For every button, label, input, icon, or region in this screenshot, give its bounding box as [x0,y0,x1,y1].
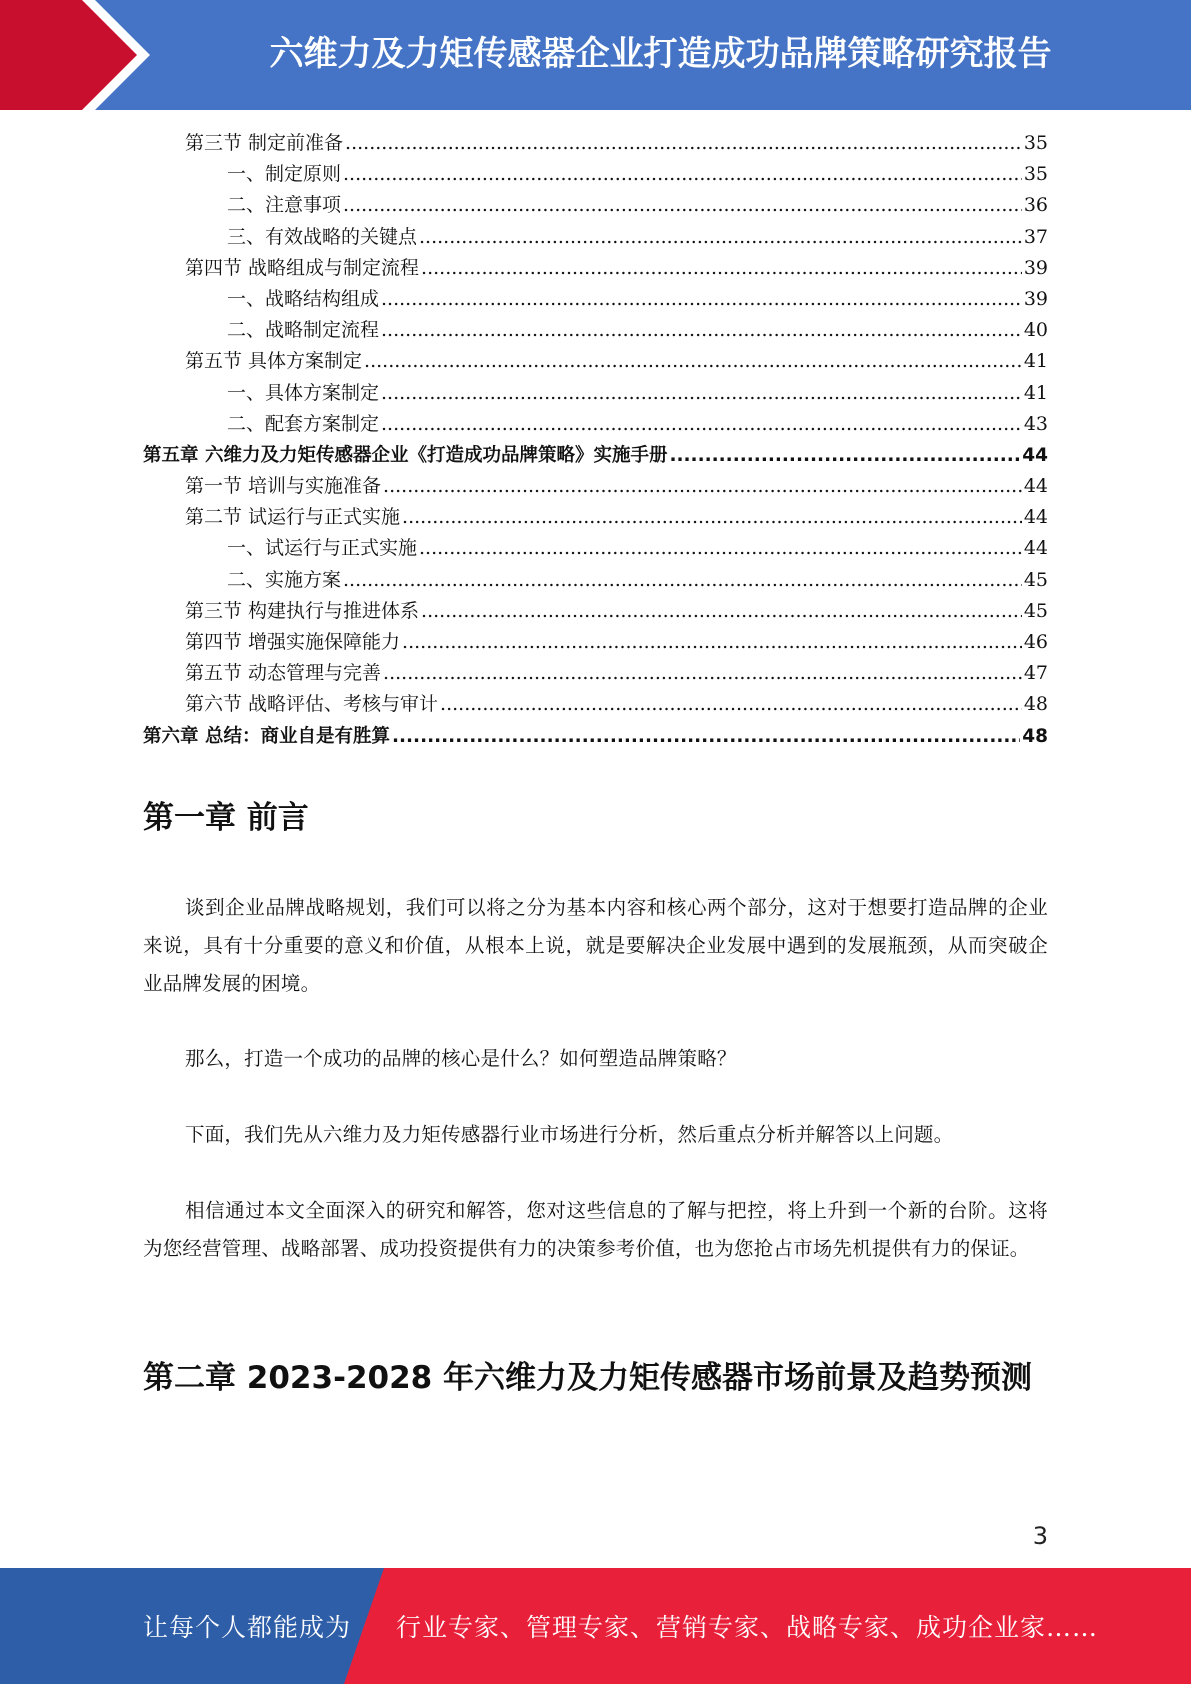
toc-entry[interactable] [143,658,1048,689]
toc-entry-label: 第四节 增强实施保障能力 [185,631,401,653]
body-paragraph: 那么，打造一个成功的品牌的核心是什么？如何塑造品牌策略？ [185,1047,737,1070]
toc-entry[interactable] [143,222,1048,253]
toc-entry[interactable] [143,378,1048,409]
toc-entry-page: 41 [1023,381,1048,404]
toc-dot-leader [343,159,1022,190]
footer-slogan-left: 让每个人都能成为 [143,1613,352,1642]
toc-entry[interactable] [143,128,1048,159]
toc-entry-page: 36 [1023,194,1048,217]
toc-entry-label: 第六节 战略评估、考核与审计 [185,693,439,716]
toc-entry[interactable] [143,315,1048,346]
body-paragraph: 谈到企业品牌战略规划，我们可以将之分为基本内容和核心两个部分，这对于想要打造品牌的企业来说，具有十分重要的意义和价值，从根本上说，就是要解决企业发展中遇到的发展瓶颈，从而突破企业品牌发展的困境。 [143,896,1048,995]
toc-entry-page: 41 [1023,350,1048,373]
toc-entry-label: 第四节 战略组成与制定流程 [185,256,420,279]
table-of-contents [143,128,1048,752]
toc-dot-leader [343,565,1022,596]
toc-dot-leader [402,502,1022,533]
toc-entry[interactable] [143,346,1048,377]
toc-entry-label: 第六章 总结：商业自是有胜算 [143,725,390,747]
toc-dot-leader [419,222,1022,253]
toc-entry-label: 一、战略结构组成 [227,287,380,310]
toc-dot-leader [669,440,1020,471]
body-paragraph: 相信通过本文全面深入的研究和解答，您对这些信息的了解与把控，将上升到一个新的台阶。这将为您经营管理、战略部署、成功投资提供有力的决策参考价值，也为您抢占市场先机提供有力的保证。 [143,1199,1048,1260]
toc-entry[interactable] [143,565,1048,596]
page-number: 3 [1032,1522,1048,1550]
toc-entry-page: 48 [1023,693,1048,716]
toc-entry-page: 39 [1023,256,1048,279]
toc-entry-page: 40 [1023,319,1048,342]
header-banner [0,0,1191,110]
header-arrow-decoration [0,0,160,110]
toc-entry-page: 45 [1023,599,1048,622]
toc-dot-leader [419,533,1022,564]
toc-dot-leader [343,190,1022,221]
toc-dot-leader [402,627,1022,658]
footer-slogan-right: 行业专家、管理专家、营销专家、战略专家、成功企业家…… [396,1613,1099,1642]
toc-entry[interactable] [143,533,1048,564]
toc-entry-page: 48 [1022,725,1048,747]
toc-entry-label: 第一节 培训与实施准备 [185,475,382,498]
toc-dot-leader [392,721,1020,752]
toc-entry-page: 35 [1023,163,1048,186]
toc-entry-page: 46 [1023,631,1048,653]
footer-banner [0,1568,1191,1684]
toc-entry[interactable] [143,440,1048,471]
toc-dot-leader [440,689,1022,720]
toc-entry-page: 35 [1023,132,1048,154]
toc-entry-page: 44 [1023,475,1048,498]
toc-dot-leader [381,409,1022,440]
toc-entry-label: 一、制定原则 [227,163,342,186]
toc-entry-label: 第二节 试运行与正式实施 [185,506,401,529]
toc-entry-label: 二、配套方案制定 [227,412,380,435]
toc-dot-leader [421,253,1022,284]
toc-dot-leader [421,596,1022,627]
toc-entry-page: 43 [1023,412,1048,435]
toc-entry-page: 37 [1023,225,1048,248]
toc-entry[interactable] [143,689,1048,720]
toc-entry-page: 39 [1023,287,1048,310]
toc-entry[interactable] [143,471,1048,502]
toc-dot-leader [345,128,1022,159]
toc-entry[interactable] [143,253,1048,284]
toc-entry[interactable] [143,627,1048,658]
toc-entry-label: 第五节 具体方案制定 [185,350,363,373]
chapter-heading: 第二章 2023-2028 年六维力及力矩传感器市场前景及趋势预测 [143,1360,1033,1396]
toc-entry[interactable] [143,159,1048,190]
toc-entry[interactable] [143,284,1048,315]
toc-entry-label: 第五章 六维力及力矩传感器企业《打造成功品牌策略》实施手册 [143,444,668,466]
toc-dot-leader [381,284,1022,315]
toc-dot-leader [383,471,1022,502]
toc-entry-label: 二、实施方案 [227,568,342,591]
toc-entry-label: 第五节 动态管理与完善 [185,662,382,685]
toc-entry[interactable] [143,596,1048,627]
toc-entry[interactable] [143,409,1048,440]
toc-dot-leader [383,658,1022,689]
report-title: 六维力及力矩传感器企业打造成功品牌策略研究报告 [269,34,1052,74]
toc-dot-leader [381,315,1022,346]
toc-entry-page: 44 [1023,537,1048,560]
toc-entry-label: 一、具体方案制定 [227,381,380,404]
toc-dot-leader [364,346,1022,377]
toc-entry-page: 44 [1022,444,1048,466]
body-paragraph: 下面，我们先从六维力及力矩传感器行业市场进行分析，然后重点分析并解答以上问题。 [185,1123,954,1146]
chapter-heading: 第一章 前言 [143,800,309,836]
toc-entry-page: 47 [1023,662,1048,685]
toc-entry[interactable] [143,190,1048,221]
toc-entry-label: 第三节 构建执行与推进体系 [185,599,420,622]
toc-entry-label: 一、试运行与正式实施 [227,537,418,560]
toc-entry-label: 第三节 制定前准备 [185,132,344,154]
toc-entry[interactable] [143,502,1048,533]
toc-entry-page: 45 [1023,568,1048,591]
toc-entry-label: 三、有效战略的关键点 [227,225,418,248]
toc-entry[interactable] [143,721,1048,752]
toc-entry-page: 44 [1023,506,1048,529]
toc-entry-label: 二、注意事项 [227,194,342,217]
toc-dot-leader [381,378,1022,409]
toc-entry-label: 二、战略制定流程 [227,319,380,342]
